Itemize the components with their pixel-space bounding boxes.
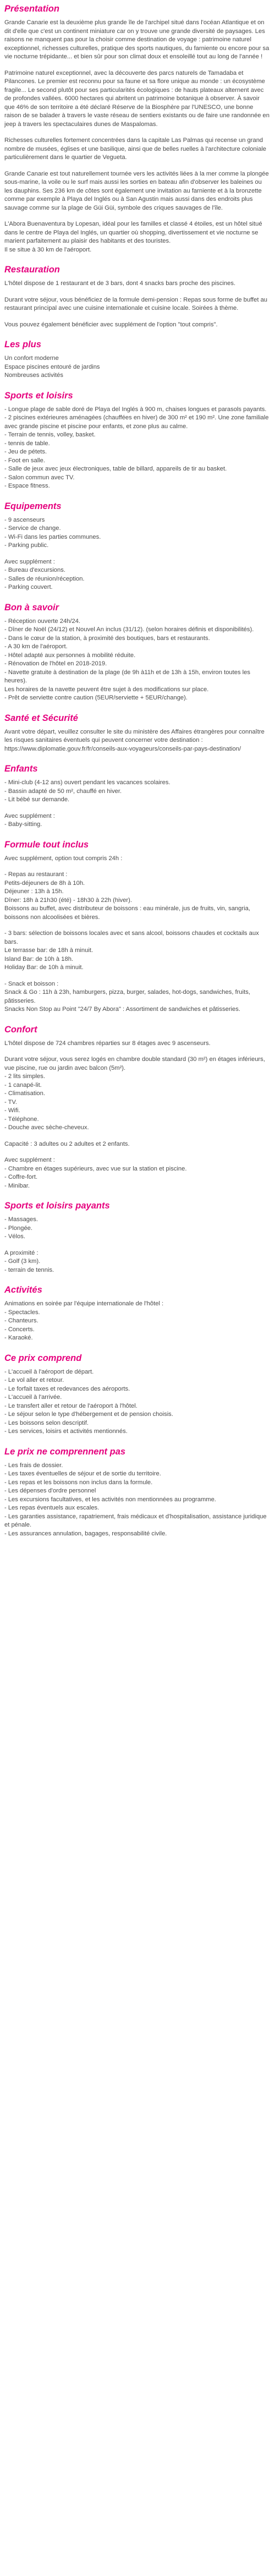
restauration-paragraph: Vous pouvez également bénéficier avec supplément de l'option "tout compris". <box>4 321 218 328</box>
list-item: - Terrain de tennis, volley, basket. <box>4 431 96 438</box>
list-item: - Dîner de Noël (24/12) et Nouvel An inclus (31/12). (selon horaires définis et disponibilités). <box>4 626 254 633</box>
list-item: - Parking couvert. <box>4 584 53 590</box>
list-item: - Spectacles. <box>4 1309 40 1316</box>
enfants-list <box>4 779 271 829</box>
supplement-label: Avec supplément : <box>4 558 55 565</box>
list-item: Un confort moderne <box>4 355 59 362</box>
list-item: - Les excursions facultatives, et les activités non mentionnées au programme. <box>4 1496 216 1503</box>
list-item: Boissons au buffet, avec distributeur de boissons : eau minérale, jus de fruits, vin, sangria, boissons non alcoolisées et bières. <box>4 905 250 921</box>
list-item: - Les garanties assistance, rapatriement, frais médicaux et d'hospitalisation, assistance juridique et pénale. <box>4 1513 267 1528</box>
section-title-sports: Sports et loisirs <box>4 390 73 401</box>
list-item: - Les boissons selon descriptif. <box>4 1419 89 1426</box>
list-item: - 9 ascenseurs <box>4 516 45 523</box>
proximity-label: A proximité : <box>4 1249 38 1256</box>
list-item: - Le transfert aller et retour de l'aéroport à l'hôtel. <box>4 1402 138 1409</box>
list-item: - Les frais de dossier. <box>4 1462 63 1469</box>
list-item: - Snack et boisson : <box>4 980 59 987</box>
list-item: - Mini-club (4-12 ans) ouvert pendant les vacances scolaires. <box>4 779 170 786</box>
presentation-paragraph: Richesses culturelles fortement concentrées dans la capitale Las Palmas qui recense un grand nombre de musées, églises et une basilique, ainsi que de belles ruelles à l'architecture coloniale particulièrement dans le quartier de Vegueta. <box>4 137 267 161</box>
list-item: - Repas au restaurant : <box>4 871 68 878</box>
list-item: Holiday Bar: de 10h à minuit. <box>4 964 84 971</box>
list-item: - Parking public. <box>4 542 49 549</box>
list-item: - Coffre-fort. <box>4 1174 38 1180</box>
list-item: Nombreuses activités <box>4 372 63 379</box>
list-item: - Douche avec sèche-cheveux. <box>4 1124 89 1131</box>
list-item: - Chanteurs. <box>4 1317 38 1324</box>
list-item: - Lit bébé sur demande. <box>4 796 70 803</box>
activites-intro: Animations en soirée par l'équipe internationale de l'hôtel : <box>4 1300 164 1307</box>
section-title-sante: Santé et Sécurité <box>4 713 78 723</box>
list-item: Island Bar: de 10h à 18h. <box>4 955 74 962</box>
section-title-prix-comprend-pas: Le prix ne comprennent pas <box>4 1446 126 1457</box>
prix-comprend-list <box>4 1368 271 1436</box>
section-title-restauration: Restauration <box>4 265 60 275</box>
list-item: - Karaoké. <box>4 1335 33 1341</box>
section-title-bon-savoir: Bon à savoir <box>4 602 59 612</box>
formule-details <box>4 855 271 1014</box>
sports-payants-list <box>4 1216 271 1275</box>
bon-savoir-list <box>4 617 271 703</box>
section-title-sports-payants: Sports et loisirs payants <box>4 1201 110 1211</box>
list-item: - Rénovation de l'hôtel en 2018-2019. <box>4 660 107 667</box>
list-item: Espace piscines entouré de jardins <box>4 363 100 370</box>
list-item: Snack & Go : 11h à 23h, hamburgers, pizza, burger, salades, hot-dogs, sandwiches, fruits, pâtisseries. <box>4 989 250 1004</box>
list-item: - 2 piscines extérieures aménagées (chauffées en hiver) de 300 m² et 190 m². Une zone familiale avec grande piscine et piscine pour enfants, et zone plus au calme. <box>4 414 269 430</box>
sante-paragraph: Avant votre départ, veuillez consulter le site du ministère des Affaires étrangères pour connaître les risques sanitaires éventuels qui peuvent concerner votre destination : https://www.diplomatie.gouv.fr/fr/conseils-aux-voyageurs/conseils-par-pays-destination/ <box>4 728 265 752</box>
list-item: - Les services, loisirs et activités mentionnés. <box>4 1428 128 1435</box>
section-title-activites: Activités <box>4 1285 42 1295</box>
list-item: - Wi-Fi dans les parties communes. <box>4 533 101 540</box>
list-item: - Téléphone. <box>4 1115 39 1123</box>
confort-capacity: Capacité : 3 adultes ou 2 adultes et 2 enfants. <box>4 1140 130 1147</box>
list-item: - Vélos. <box>4 1233 25 1240</box>
list-item: - Les repas et les boissons non inclus dans la formule. <box>4 1479 153 1486</box>
prix-comprend-pas-list <box>4 1462 271 1539</box>
formule-intro: Avec supplément, option tout compris 24h : <box>4 855 123 862</box>
list-item: - Salon commun avec TV. <box>4 474 75 481</box>
section-title-enfants: Enfants <box>4 764 38 774</box>
list-item: - Longue plage de sable doré de Playa del Inglés à 900 m, chaises longues et parasols payants. <box>4 406 267 413</box>
list-item: - Dans le cœur de la station, à proximité des boutiques, bars et restaurants. <box>4 635 210 642</box>
list-item: - Minibar. <box>4 1182 30 1189</box>
list-item: - Foot en salle. <box>4 457 45 464</box>
presentation-paragraph: Patrimoine naturel exceptionnel, avec la découverte des parcs naturels de Tamadaba et Pilancones. Le premier est reconnu pour sa faune et sa flore unique au monde : un écosystème fragile... Le second plutôt pour ses particularités écologiques : de hauts plateaux alternent avec de profondes vallées. 6000 hectares qui abritent un patrimoine botanique à observer. À savoir que 46% de son territoire a été déclaré Réserve de la Biosphère par l'UNESCO, une bonne raison de se balader à travers le vaste réseau de sentiers existants ou de faire une randonnée en jeep à travers les spectaculaires dunes de Maspalomas. <box>4 69 270 128</box>
list-item: Les horaires de la navette peuvent être sujet à des modifications sur place. <box>4 686 209 693</box>
list-item: - Service de change. <box>4 525 61 532</box>
list-item: - Salle de jeux avec jeux électroniques, table de billard, appareils de tir au basket. <box>4 466 227 472</box>
list-item: - Climatisation. <box>4 1090 45 1097</box>
restauration-paragraph: Durant votre séjour, vous bénéficiez de la formule demi-pension : Repas sous forme de buffet au restaurant principal avec une cuisine internationale et cuisine locale. Soirées à thème. <box>4 296 268 311</box>
presentation-location: Il se situe à 30 km de l'aéroport. <box>4 246 92 253</box>
list-item: - 2 lits simples. <box>4 1073 45 1080</box>
equipements-list <box>4 516 271 592</box>
list-item: - Prêt de serviette contre caution (5EUR/serviette + 5EUR/change). <box>4 694 188 701</box>
list-item: - Wifi. <box>4 1107 20 1114</box>
list-item: Le terrasse bar: de 18h à minuit. <box>4 947 94 954</box>
list-item: - Le forfait taxes et redevances des aéroports. <box>4 1385 130 1392</box>
list-item: - Bureau d'excursions. <box>4 567 65 573</box>
list-item: - Espace fitness. <box>4 483 50 489</box>
list-item: - Les repas éventuels aux escales. <box>4 1505 100 1511</box>
supplement-label: Avec supplément : <box>4 812 55 819</box>
presentation-paragraph: Grande Canarie est la deuxième plus grande île de l'archipel situé dans l'océan Atlantique et on dit d'elle que c'est un continent miniature car on y trouve une grande diversité de paysages. Les raisons ne manquent pas pour la choisir comme destination de voyage : patrimoine naturel exceptionnel, richesses culturelles, pratique des sports nautiques, du farniente ou encore pour sa vie nocturne trépidante... et bien sûr pour son climat doux et ensoleillé tout au long de l'année ! <box>4 19 270 60</box>
list-item: - TV. <box>4 1098 18 1106</box>
confort-room-description: Durant votre séjour, vous serez logés en chambre double standard (30 m²) en étages inférieurs, vue piscine, rue ou jardin avec balcon (5m²). <box>4 1056 265 1071</box>
list-item: Snacks Non Stop au Point "24/7 By Abora" : Assortiment de sandwiches et pâtisseries. <box>4 1006 240 1013</box>
list-item: - Le vol aller et retour. <box>4 1377 64 1383</box>
list-item: - Bassin adapté de 50 m², chauffé en hiver. <box>4 787 122 795</box>
supplement-label: Avec supplément : <box>4 1157 55 1163</box>
list-item: - 3 bars: sélection de boissons locales avec et sans alcool, boissons chaudes et cocktails aux bars. <box>4 930 259 945</box>
section-title-prix-comprend: Ce prix comprend <box>4 1353 82 1363</box>
plus-list <box>4 354 271 380</box>
list-item: - Les assurances annulation, bagages, responsabilité civile. <box>4 1530 167 1537</box>
confort-paragraph: L'hôtel dispose de 724 chambres réparties sur 8 étages avec 9 ascenseurs. <box>4 1040 211 1047</box>
list-item: - Plongée. <box>4 1224 32 1232</box>
section-title-presentation: Présentation <box>4 4 59 14</box>
list-item: - Hôtel adapté aux personnes à mobilité réduite. <box>4 652 136 659</box>
activites-list <box>4 1300 271 1343</box>
list-item: - Jeu de pétets. <box>4 449 47 455</box>
list-item: - A 30 km de l'aéroport. <box>4 643 68 650</box>
section-title-formule: Formule tout inclus <box>4 839 89 850</box>
sports-list <box>4 406 271 491</box>
list-item: - Chambre en étages supérieurs, avec vue sur la station et piscine. <box>4 1165 187 1172</box>
list-item: - terrain de tennis. <box>4 1266 54 1273</box>
list-item: - Les taxes éventuelles de séjour et de sortie du territoire. <box>4 1470 161 1477</box>
section-title-equipements: Equipements <box>4 501 62 511</box>
list-item: - Les dépenses d'ordre personnel <box>4 1487 96 1494</box>
restauration-paragraph: L'hôtel dispose de 1 restaurant et de 3 bars, dont 4 snacks bars proche des piscines. <box>4 280 236 287</box>
section-title-confort: Confort <box>4 1024 37 1035</box>
presentation-paragraph: L'Abora Buenaventura by Lopesan, idéal pour les familles et classé 4 étoiles, est un hôtel situé dans le centre de Playa del Inglés, un quartier où shopping, divertissement et vie nocturne se marient parfaitement au plaisir des habitants et des touristes. <box>4 221 262 244</box>
list-item: - Massages. <box>4 1216 38 1223</box>
list-item: - Golf (3 km). <box>4 1258 41 1265</box>
list-item: - tennis de table. <box>4 440 50 447</box>
confort-list <box>4 1055 271 1190</box>
list-item: - 1 canapé-lit. <box>4 1081 42 1089</box>
list-item: - Le séjour selon le type d'hébergement et de pension choisis. <box>4 1411 173 1418</box>
list-item: - Baby-sitting. <box>4 821 42 828</box>
section-title-plus: Les plus <box>4 340 41 349</box>
presentation-paragraph: Grande Canarie est tout naturellement tournée vers les activités liées à la mer comme la plongée sous-marine, la voile ou le surf mais aussi les sorties en bateau afin d'observer les baleines ou les dauphins. Ses 236 km de côtes sont également une invitation au farniente et à la bronzette comme par exemple à Playa del Inglés ou à San Agustin mais aussi dans des endroits plus sauvage comme sur la plage de Güi Güi, symbole des criques sauvages de l'île. <box>4 170 269 211</box>
list-item: Déjeuner : 13h à 15h. <box>4 888 64 895</box>
list-item: - L'accueil à l'aéroport de départ. <box>4 1368 94 1375</box>
list-item: - Réception ouverte 24h/24. <box>4 617 81 625</box>
list-item: - Concerts. <box>4 1326 35 1333</box>
list-item: Dîner: 18h à 21h30 (été) - 18h30 à 22h (hiver). <box>4 896 132 904</box>
list-item: - Salles de réunion/réception. <box>4 575 85 582</box>
list-item: - Navette gratuite à destination de la plage (de 9h à11h et de 13h à 15h, environ toutes les heures). <box>4 669 250 684</box>
list-item: - L'accueil à l'arrivée. <box>4 1394 62 1401</box>
list-item: Petits-déjeuners de 8h à 10h. <box>4 879 85 887</box>
